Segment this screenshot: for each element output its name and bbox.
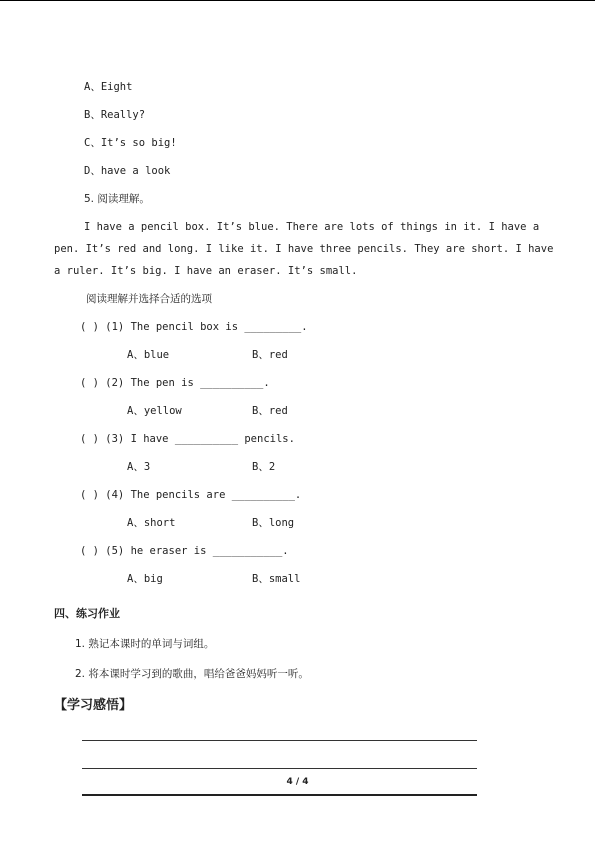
question-2-option-b: B、red [252, 405, 288, 417]
option-d: D、have a look [84, 165, 171, 177]
question-5-option-b: B、small [252, 573, 301, 585]
footer-rule [82, 794, 477, 796]
page-number: 4 / 4 [286, 777, 309, 787]
passage-line-2: pen. It’s red and long. I like it. I have three pencils. They are short. I have [54, 243, 554, 255]
question-5-option-a: A、big [127, 573, 163, 585]
passage-line-1: I have a pencil box. It’s blue. There are lots of things in it. I have a [84, 221, 540, 233]
question-1-option-a: A、blue [127, 349, 170, 361]
option-c: C、It’s so big! [84, 137, 177, 149]
writing-line-1 [82, 740, 477, 741]
question-3-option-b: B、2 [252, 461, 276, 473]
question-3-option-a: A、3 [127, 461, 151, 473]
question-1: ( ) (1) The pencil box is _________. [80, 321, 308, 333]
question-2-option-a: A、yellow [127, 405, 182, 417]
option-b: B、Really? [84, 109, 146, 121]
writing-line-2 [82, 768, 477, 769]
reading-instruction: 阅读理解并选择合适的选项 [86, 293, 212, 305]
top-border [0, 0, 595, 1]
question-2: ( ) (2) The pen is __________. [80, 377, 270, 389]
question-4-option-a: A、short [127, 517, 176, 529]
question-4-option-b: B、long [252, 517, 295, 529]
question-5: ( ) (5) he eraser is ___________. [80, 545, 289, 557]
homework-item-2: 2. 将本课时学习到的歌曲，唱给爸爸妈妈听一听。 [75, 668, 309, 680]
reflection-heading: 【学习感悟】 [54, 698, 133, 713]
homework-item-1: 1. 熟记本课时的单词与词组。 [75, 638, 215, 650]
question-3: ( ) (3) I have __________ pencils. [80, 433, 295, 445]
option-a: A、Eight [84, 81, 133, 93]
passage-line-3: a ruler. It’s big. I have an eraser. It’s small. [54, 265, 358, 277]
question-1-option-b: B、red [252, 349, 288, 361]
homework-heading: 四、练习作业 [54, 607, 120, 620]
question-4: ( ) (4) The pencils are __________. [80, 489, 302, 501]
section5-title: 5. 阅读理解。 [84, 193, 150, 205]
